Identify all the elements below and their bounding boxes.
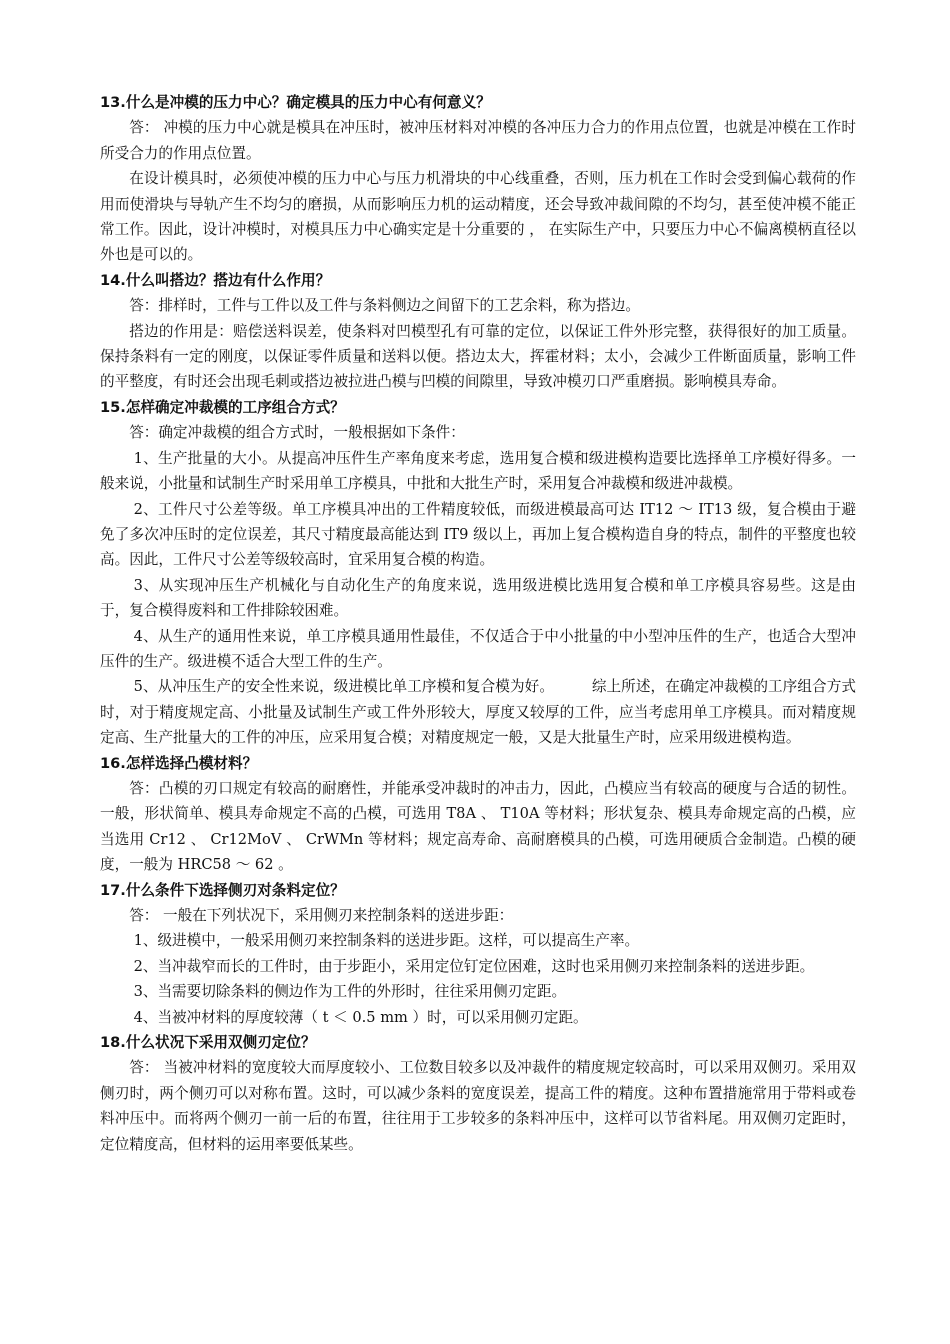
- list-item: 3、从实现冲压生产机械化与自动化生产的角度来说，选用级进模比选用复合模和单工序模具容易些。这是由于，复合模得废料和工件排除较困难。: [100, 576, 856, 620]
- answer-paragraph: 答： 当被冲材料的宽度较大而厚度较小、工位数目较多以及冲裁件的精度规定较高时，可以采用双侧刃。采用双侧刃时，两个侧刃可以对称布置。这时，可以减少条料的宽度误差，提高工件的精度。这种布置措施常用于带料或卷料冲压中。而将两个侧刃一前一后的布置，往往用于工步较多的条料冲压中，这样可以节省料尾。用双侧刃定距时，定位精度高，但材料的运用率要低某些。: [100, 1059, 856, 1153]
- list-item: 2、当冲裁窄而长的工件时，由于步距小，采用定位钉定位困难，这时也采用侧刃来控制条料的送进步距。: [133, 957, 815, 975]
- body-paragraph: 在设计模具时，必须使冲模的压力中心与压力机滑块的中心线重叠，否则，压力机在工作时会受到偏心载荷的作用而使滑块与导轨产生不均匀的磨损，从而影响压力机的运动精度，还会导致冲裁间隙的不均匀，甚至使冲模不能正常工作。因此，设计冲模时，对模具压力中心确实定是十分重要的 ， 在实际生产中，只要压力中心不偏离模柄直径以外也是可以的。: [100, 170, 856, 264]
- section-15: [100, 395, 856, 751]
- section-17: [100, 878, 856, 1030]
- question-heading: 17.什么条件下选择侧刃对条料定位？: [100, 881, 345, 899]
- section-13: [100, 90, 856, 268]
- list-item: 1、级进模中，一般采用侧刃来控制条料的送进步距。这样，可以提高生产率。: [133, 932, 640, 950]
- section-18: [100, 1030, 856, 1157]
- question-heading: 16.怎样选择凸模材料？: [100, 754, 258, 772]
- answer-paragraph: 答：凸模的刃口规定有较高的耐磨性，并能承受冲裁时的冲击力，因此，凸模应当有较高的硬度与合适的韧性。一般，形状简单、模具寿命规定不高的凸模，可选用 T8A 、 T10A 等材料；形状复杂、模具寿命规定高的凸模，应当选用 Cr12 、 Cr12MoV 、 CrWMn 等材料；规定高寿命、高耐磨模具的凸模，可选用硬质合金制造。凸模的硬度，一般为 HRC58 ～ 62 。: [100, 779, 856, 874]
- list-item: 4、当被冲材料的厚度较薄（ t ＜ 0.5 mm ）时，可以采用侧刃定距。: [133, 1008, 588, 1026]
- question-heading: 13.什么是冲模的压力中心？确定模具的压力中心有何意义？: [100, 94, 491, 111]
- section-16: [100, 751, 856, 878]
- question-heading: 18.什么状况下采用双侧刃定位？: [100, 1034, 316, 1052]
- question-heading: 15.怎样确定冲裁模的工序组合方式？: [100, 398, 345, 416]
- section-14: [100, 268, 856, 395]
- list-item: 4、从生产的通用性来说，单工序模具通用性最佳，不仅适合于中小批量的中小型冲压件的生产，也适合大型冲压件的生产。级进模不适合大型工件的生产。: [100, 627, 856, 670]
- list-item: 3、当需要切除条料的侧边作为工件的外形时，往往采用侧刃定距。: [133, 983, 567, 1001]
- list-item: 5、从冲压生产的安全性来说，级进模比单工序模和复合模为好。 综上所述，在确定冲裁模的工序组合方式时，对于精度规定高、小批量及试制生产或工件外形较大，厚度又较厚的工件，应当考虑用单工序模具。而对精度规定高、生产批量大的工件的冲压，应采用复合模；对精度规定一般，又是大批量生产时，应采用级进模构造。: [100, 678, 856, 747]
- answer-paragraph: 答：排样时，工件与工件以及工件与条料侧边之间留下的工艺余料，称为搭边。: [129, 297, 640, 315]
- question-heading: 14.什么叫搭边？搭边有什么作用？: [100, 271, 331, 289]
- answer-paragraph: 答：确定冲裁模的组合方式时，一般根据如下条件：: [129, 424, 465, 442]
- answer-paragraph: 答： 冲模的压力中心就是模具在冲压时，被冲压材料对冲模的各冲压力合力的作用点位置，也就是冲模在工作时所受合力的作用点位置。: [100, 119, 856, 162]
- document-page: [100, 90, 856, 1157]
- list-item: 1、生产批量的大小。从提高冲压件生产率角度来考虑，选用复合模和级进模构造要比选择单工序模好得多。一般来说，小批量和试制生产时采用单工序模具，中批和大批生产时，采用复合冲裁模和级进冲裁模。: [100, 449, 856, 493]
- body-paragraph: 搭边的作用是：赔偿送料误差，使条料对凹模型孔有可靠的定位，以保证工件外形完整，获得很好的加工质量。保持条料有一定的刚度，以保证零件质量和送料以便。搭边太大，挥霍材料；太小，会减少工件断面质量，影响工件的平整度，有时还会出现毛刺或搭边被拉进凸模与凹模的间隙里，导致冲模刃口严重磨损。影响模具寿命。: [100, 322, 856, 391]
- list-item: 2、工件尺寸公差等级。单工序模具冲出的工件精度较低，而级进模最高可达 IT12 ～ IT13 级，复合模由于避免了多次冲压时的定位误差，其尺寸精度最高能达到 IT9 级以上，再加上复合模构造自身的特点，制件的平整度也较高。因此，工件尺寸公差等级较高时，宜采用复合模的构造。: [100, 500, 856, 569]
- answer-paragraph: 答： 一般在下列状况下，采用侧刃来控制条料的送进步距：: [129, 907, 514, 924]
